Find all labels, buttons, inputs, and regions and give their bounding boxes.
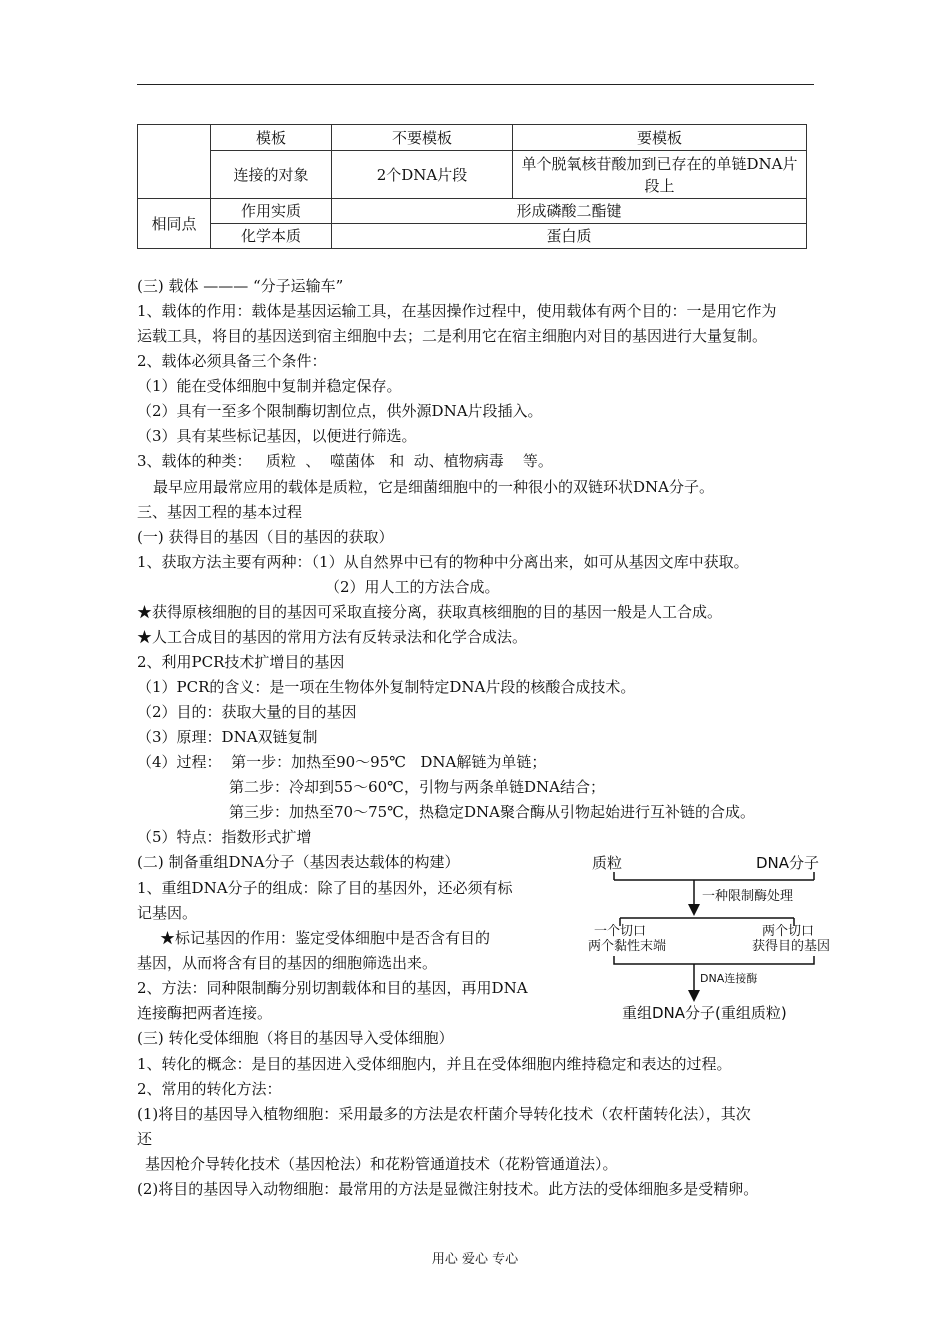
text-line: 运载工具，将目的基因送到宿主细胞中去；二是利用它在宿主细胞内对目的基因进行大量复制。 bbox=[137, 327, 768, 345]
text-line: （5）特点：指数形式扩增 bbox=[137, 828, 312, 846]
header-rule bbox=[137, 84, 814, 85]
diagram-label-ligase: DNA连接酶 bbox=[700, 972, 758, 985]
text-line: 第二步：冷却到55～60℃，引物与两条单链DNA结合； bbox=[229, 778, 605, 796]
text-line: 2、常用的转化方法： bbox=[137, 1080, 282, 1098]
left-cut-line1: 一个切口 bbox=[594, 924, 647, 939]
text-line: 2、载体必须具备三个条件： bbox=[137, 352, 327, 370]
text-line: （3）具有某些标记基因，以便进行筛选。 bbox=[137, 427, 417, 445]
table-cell: 要模板 bbox=[513, 125, 807, 151]
text-line: （1）能在受体细胞中复制并稳定保存。 bbox=[137, 377, 402, 395]
text-line: 连接酶把两者连接。 bbox=[137, 1004, 273, 1022]
section-heading: (三) 载体 ——— “分子运输车” bbox=[137, 277, 344, 295]
text-line: 3、载体的种类： 质粒 、 噬菌体 和 动、植物病毒 等。 bbox=[137, 452, 553, 470]
text-line: ★标记基因的作用：鉴定受体细胞中是否含有目的 bbox=[160, 929, 491, 947]
text-line: （4）过程： 第一步：加热至90～95℃ DNA解链为单链； bbox=[137, 753, 547, 771]
section-heading: (二) 制备重组DNA分子（基因表达载体的构建） bbox=[137, 853, 460, 871]
diagram-label-enzyme: 一种限制酶处理 bbox=[702, 889, 794, 904]
text-line: ★人工合成目的基因的常用方法有反转录法和化学合成法。 bbox=[137, 628, 528, 646]
text-line: 1、转化的概念：是目的基因进入受体细胞内，并且在受体细胞内维持稳定和表达的过程。 bbox=[137, 1055, 732, 1073]
text-line: 第三步：加热至70～75℃，热稳定DNA聚合酶从引物起始进行互补链的合成。 bbox=[229, 803, 755, 821]
section-heading: (一) 获得目的基因（目的基因的获取） bbox=[137, 528, 394, 546]
table-corner-cell bbox=[138, 125, 211, 199]
section-heading: (三) 转化受体细胞（将目的基因导入受体细胞） bbox=[137, 1029, 454, 1047]
diagram-label-result: 重组DNA分子(重组质粒) bbox=[622, 1004, 787, 1022]
table-cell: 2个DNA片段 bbox=[332, 151, 513, 199]
table-cell-same: 相同点 bbox=[138, 199, 211, 249]
diagram-label-left-cut bbox=[588, 924, 666, 954]
table-cell: 不要模板 bbox=[332, 125, 513, 151]
table-cell: 化学本质 bbox=[211, 224, 332, 249]
text-line: 2、利用PCR技术扩增目的基因 bbox=[137, 653, 345, 671]
text-line: (2)将目的基因导入动物细胞：最常用的方法是显微注射技术。此方法的受体细胞多是受精卵。 bbox=[137, 1180, 759, 1198]
diagram-label-right-cut bbox=[752, 924, 830, 954]
text-line: 1、获取方法主要有两种：（1）从自然界中已有的物种中分离出来，如可从基因文库中获取。 bbox=[137, 553, 749, 571]
comparison-table bbox=[137, 124, 807, 249]
text-line: 1、载体的作用：载体是基因运输工具，在基因操作过程中，使用载体有两个目的：一是用它作为 bbox=[137, 302, 777, 320]
table-cell: 作用实质 bbox=[211, 199, 332, 224]
text-line: 记基因。 bbox=[137, 904, 198, 922]
table-cell: 形成磷酸二酯键 bbox=[332, 199, 807, 224]
text-line: 基因，从而将含有目的基因的细胞筛选出来。 bbox=[137, 954, 438, 972]
text-line: （3）原理：DNA双链复制 bbox=[137, 728, 318, 746]
text-line: （1）PCR的含义：是一项在生物体外复制特定DNA片段的核酸合成技术。 bbox=[137, 678, 636, 696]
text-line: 2、方法：同种限制酶分别切割载体和目的基因，再用DNA bbox=[137, 979, 528, 997]
table-cell: 连接的对象 bbox=[211, 151, 332, 199]
table-cell: 单个脱氧核苷酸加到已存在的单链DNA片段上 bbox=[513, 151, 807, 199]
page-footer: 用心 爱心 专心 bbox=[431, 1252, 519, 1267]
text-line: 还 bbox=[137, 1130, 153, 1148]
section-heading: 三、基因工程的基本过程 bbox=[137, 503, 303, 521]
right-cut-line1: 两个切口 bbox=[762, 924, 815, 939]
table-cell: 模板 bbox=[211, 125, 332, 151]
text-line: （2）具有一至多个限制酶切割位点，供外源DNA片段插入。 bbox=[137, 402, 543, 420]
text-line: 基因枪介导转化技术（基因枪法）和花粉管通道技术（花粉管通道法）。 bbox=[145, 1155, 618, 1173]
text-line: ★获得原核细胞的目的基因可采取直接分离，获取真核细胞的目的基因一般是人工合成。 bbox=[137, 603, 723, 621]
diagram-label-plasmid: 质粒 bbox=[592, 854, 623, 872]
recombinant-dna-diagram bbox=[560, 848, 850, 1024]
text-line: （2）目的：获取大量的目的基因 bbox=[137, 703, 357, 721]
diagram-label-dna: DNA分子 bbox=[756, 854, 820, 872]
table-cell: 蛋白质 bbox=[332, 224, 807, 249]
text-line: （2）用人工的方法合成。 bbox=[325, 578, 500, 596]
right-cut-line2: 获得目的基因 bbox=[752, 939, 831, 954]
left-cut-line2: 两个黏性末端 bbox=[588, 939, 667, 954]
text-line: (1)将目的基因导入植物细胞：采用最多的方法是农杆菌介导转化技术（农杆菌转化法），其次 bbox=[137, 1105, 751, 1123]
text-line: 1、重组DNA分子的组成：除了目的基因外，还必须有标 bbox=[137, 879, 513, 897]
text-line: 最早应用最常应用的载体是质粒，它是细菌细胞中的一种很小的双链环状DNA分子。 bbox=[153, 478, 714, 496]
